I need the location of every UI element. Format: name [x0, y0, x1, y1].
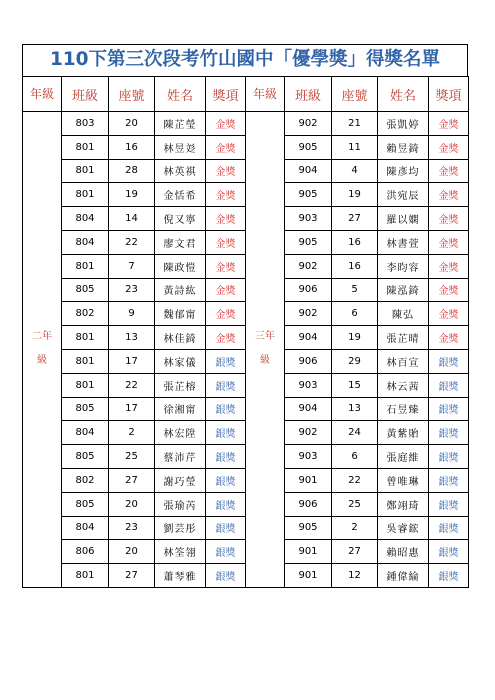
- seat-cell: 23: [109, 278, 155, 302]
- name-cell: 陳芷瑩: [155, 112, 206, 136]
- award-table: [22, 76, 469, 588]
- name-cell: 張芷榕: [155, 373, 206, 397]
- name-cell: 張瑜芮: [155, 492, 206, 516]
- award-cell: 銀獎: [206, 421, 246, 445]
- award-cell: 金獎: [206, 183, 246, 207]
- header-name-right: 姓名: [378, 77, 429, 112]
- grade-label-left: 二年級: [23, 112, 62, 588]
- name-cell: 賴昱錡: [378, 135, 429, 159]
- name-cell: 鄭翊琦: [378, 492, 429, 516]
- class-cell: 904: [285, 397, 332, 421]
- header-name-left: 姓名: [155, 77, 206, 112]
- award-cell: 金獎: [429, 112, 469, 136]
- award-cell: 銀獎: [429, 564, 469, 588]
- seat-cell: 16: [332, 230, 378, 254]
- class-cell: 904: [285, 326, 332, 350]
- name-cell: 陳弘: [378, 302, 429, 326]
- award-cell: 銀獎: [206, 564, 246, 588]
- award-cell: 銀獎: [429, 492, 469, 516]
- award-cell: 銀獎: [206, 492, 246, 516]
- header-seat-right: 座號: [332, 77, 378, 112]
- award-cell: 銀獎: [206, 445, 246, 469]
- seat-cell: 27: [332, 540, 378, 564]
- seat-cell: 24: [332, 421, 378, 445]
- award-cell: 金獎: [206, 230, 246, 254]
- award-cell: 金獎: [206, 159, 246, 183]
- name-cell: 張庭維: [378, 445, 429, 469]
- name-cell: 魏郁甯: [155, 302, 206, 326]
- seat-cell: 12: [332, 564, 378, 588]
- seat-cell: 20: [109, 492, 155, 516]
- award-cell: 金獎: [429, 135, 469, 159]
- award-cell: 銀獎: [206, 349, 246, 373]
- class-cell: 806: [62, 540, 109, 564]
- name-cell: 吳睿鋐: [378, 516, 429, 540]
- name-cell: 廖文君: [155, 230, 206, 254]
- award-cell: 銀獎: [206, 468, 246, 492]
- seat-cell: 2: [109, 421, 155, 445]
- seat-cell: 25: [109, 445, 155, 469]
- class-cell: 804: [62, 516, 109, 540]
- class-cell: 906: [285, 492, 332, 516]
- name-cell: 石昱臻: [378, 397, 429, 421]
- grade-label-right: 三年級: [246, 112, 285, 588]
- seat-cell: 17: [109, 397, 155, 421]
- seat-cell: 6: [332, 445, 378, 469]
- award-cell: 金獎: [206, 207, 246, 231]
- seat-cell: 13: [109, 326, 155, 350]
- name-cell: 金恬希: [155, 183, 206, 207]
- name-cell: 曾唯琳: [378, 468, 429, 492]
- award-cell: 金獎: [206, 278, 246, 302]
- award-cell: 金獎: [429, 159, 469, 183]
- seat-cell: 25: [332, 492, 378, 516]
- award-cell: 銀獎: [429, 349, 469, 373]
- name-cell: 羅以嫻: [378, 207, 429, 231]
- class-cell: 903: [285, 373, 332, 397]
- seat-cell: 13: [332, 397, 378, 421]
- class-cell: 801: [62, 564, 109, 588]
- name-cell: 蔡沛芹: [155, 445, 206, 469]
- name-cell: 林云茜: [378, 373, 429, 397]
- name-cell: 林英祺: [155, 159, 206, 183]
- class-cell: 801: [62, 135, 109, 159]
- award-cell: 銀獎: [429, 445, 469, 469]
- seat-cell: 27: [109, 468, 155, 492]
- class-cell: 902: [285, 254, 332, 278]
- header-grade-left: 年級: [23, 77, 62, 112]
- seat-cell: 20: [109, 540, 155, 564]
- seat-cell: 22: [109, 373, 155, 397]
- seat-cell: 7: [109, 254, 155, 278]
- class-cell: 906: [285, 349, 332, 373]
- seat-cell: 28: [109, 159, 155, 183]
- table-row: [23, 112, 469, 136]
- name-cell: 張凱婷: [378, 112, 429, 136]
- award-cell: 銀獎: [429, 373, 469, 397]
- seat-cell: 2: [332, 516, 378, 540]
- name-cell: 陳泓錡: [378, 278, 429, 302]
- header-class-right: 班級: [285, 77, 332, 112]
- name-cell: 林昱彣: [155, 135, 206, 159]
- name-cell: 林書萱: [378, 230, 429, 254]
- seat-cell: 23: [109, 516, 155, 540]
- page-title: 110下第三次段考竹山國中「優學獎」得獎名單: [22, 44, 468, 76]
- award-cell: 銀獎: [206, 373, 246, 397]
- award-cell: 金獎: [429, 183, 469, 207]
- seat-cell: 19: [332, 326, 378, 350]
- name-cell: 陳政愷: [155, 254, 206, 278]
- header-seat-left: 座號: [109, 77, 155, 112]
- name-cell: 林百宣: [378, 349, 429, 373]
- class-cell: 801: [62, 183, 109, 207]
- award-cell: 銀獎: [429, 397, 469, 421]
- seat-cell: 27: [332, 207, 378, 231]
- header-award-left: 獎項: [206, 77, 246, 112]
- award-cell: 金獎: [429, 207, 469, 231]
- header-grade-right: 年級: [246, 77, 285, 112]
- award-cell: 銀獎: [429, 540, 469, 564]
- award-cell: 金獎: [206, 112, 246, 136]
- award-cell: 金獎: [206, 254, 246, 278]
- name-cell: 陳彥均: [378, 159, 429, 183]
- class-cell: 901: [285, 468, 332, 492]
- seat-cell: 19: [109, 183, 155, 207]
- seat-cell: 14: [109, 207, 155, 231]
- seat-cell: 5: [332, 278, 378, 302]
- name-cell: 劉芸彤: [155, 516, 206, 540]
- seat-cell: 9: [109, 302, 155, 326]
- class-cell: 905: [285, 135, 332, 159]
- seat-cell: 20: [109, 112, 155, 136]
- seat-cell: 22: [109, 230, 155, 254]
- header-class-left: 班級: [62, 77, 109, 112]
- class-cell: 804: [62, 207, 109, 231]
- seat-cell: 16: [109, 135, 155, 159]
- award-cell: 金獎: [429, 230, 469, 254]
- seat-cell: 22: [332, 468, 378, 492]
- seat-cell: 11: [332, 135, 378, 159]
- class-cell: 905: [285, 516, 332, 540]
- award-cell: 金獎: [429, 254, 469, 278]
- seat-cell: 29: [332, 349, 378, 373]
- name-cell: 林筌翎: [155, 540, 206, 564]
- name-cell: 黃詩紘: [155, 278, 206, 302]
- seat-cell: 17: [109, 349, 155, 373]
- class-cell: 801: [62, 349, 109, 373]
- name-cell: 蕭琴雅: [155, 564, 206, 588]
- name-cell: 賴昭惠: [378, 540, 429, 564]
- class-cell: 801: [62, 373, 109, 397]
- award-cell: 銀獎: [429, 421, 469, 445]
- award-cell: 銀獎: [429, 516, 469, 540]
- award-cell: 銀獎: [206, 516, 246, 540]
- class-cell: 905: [285, 183, 332, 207]
- seat-cell: 16: [332, 254, 378, 278]
- seat-cell: 15: [332, 373, 378, 397]
- name-cell: 徐湘甯: [155, 397, 206, 421]
- class-cell: 804: [62, 230, 109, 254]
- class-cell: 804: [62, 421, 109, 445]
- award-cell: 金獎: [206, 135, 246, 159]
- class-cell: 902: [285, 112, 332, 136]
- name-cell: 李昀容: [378, 254, 429, 278]
- award-cell: 銀獎: [206, 397, 246, 421]
- header-row: [23, 77, 469, 112]
- class-cell: 802: [62, 302, 109, 326]
- name-cell: 鍾偉綸: [378, 564, 429, 588]
- name-cell: 林家儀: [155, 349, 206, 373]
- seat-cell: 27: [109, 564, 155, 588]
- class-cell: 805: [62, 278, 109, 302]
- name-cell: 黃紫貽: [378, 421, 429, 445]
- seat-cell: 6: [332, 302, 378, 326]
- seat-cell: 21: [332, 112, 378, 136]
- class-cell: 902: [285, 421, 332, 445]
- award-cell: 銀獎: [429, 468, 469, 492]
- class-cell: 805: [62, 397, 109, 421]
- class-cell: 803: [62, 112, 109, 136]
- header-award-right: 獎項: [429, 77, 469, 112]
- class-cell: 805: [62, 492, 109, 516]
- class-cell: 805: [62, 445, 109, 469]
- name-cell: 張芷晴: [378, 326, 429, 350]
- award-cell: 金獎: [429, 278, 469, 302]
- name-cell: 謝巧瑩: [155, 468, 206, 492]
- class-cell: 903: [285, 207, 332, 231]
- award-cell: 金獎: [429, 326, 469, 350]
- class-cell: 901: [285, 564, 332, 588]
- class-cell: 903: [285, 445, 332, 469]
- name-cell: 洪宛辰: [378, 183, 429, 207]
- class-cell: 801: [62, 254, 109, 278]
- name-cell: 林佳錡: [155, 326, 206, 350]
- award-cell: 金獎: [206, 302, 246, 326]
- award-cell: 銀獎: [206, 540, 246, 564]
- class-cell: 904: [285, 159, 332, 183]
- class-cell: 801: [62, 326, 109, 350]
- class-cell: 905: [285, 230, 332, 254]
- name-cell: 林宏陞: [155, 421, 206, 445]
- award-cell: 金獎: [429, 302, 469, 326]
- class-cell: 901: [285, 540, 332, 564]
- class-cell: 801: [62, 159, 109, 183]
- name-cell: 倪又寧: [155, 207, 206, 231]
- seat-cell: 4: [332, 159, 378, 183]
- class-cell: 906: [285, 278, 332, 302]
- table-body: [23, 112, 469, 588]
- award-cell: 金獎: [206, 326, 246, 350]
- class-cell: 802: [62, 468, 109, 492]
- seat-cell: 19: [332, 183, 378, 207]
- class-cell: 902: [285, 302, 332, 326]
